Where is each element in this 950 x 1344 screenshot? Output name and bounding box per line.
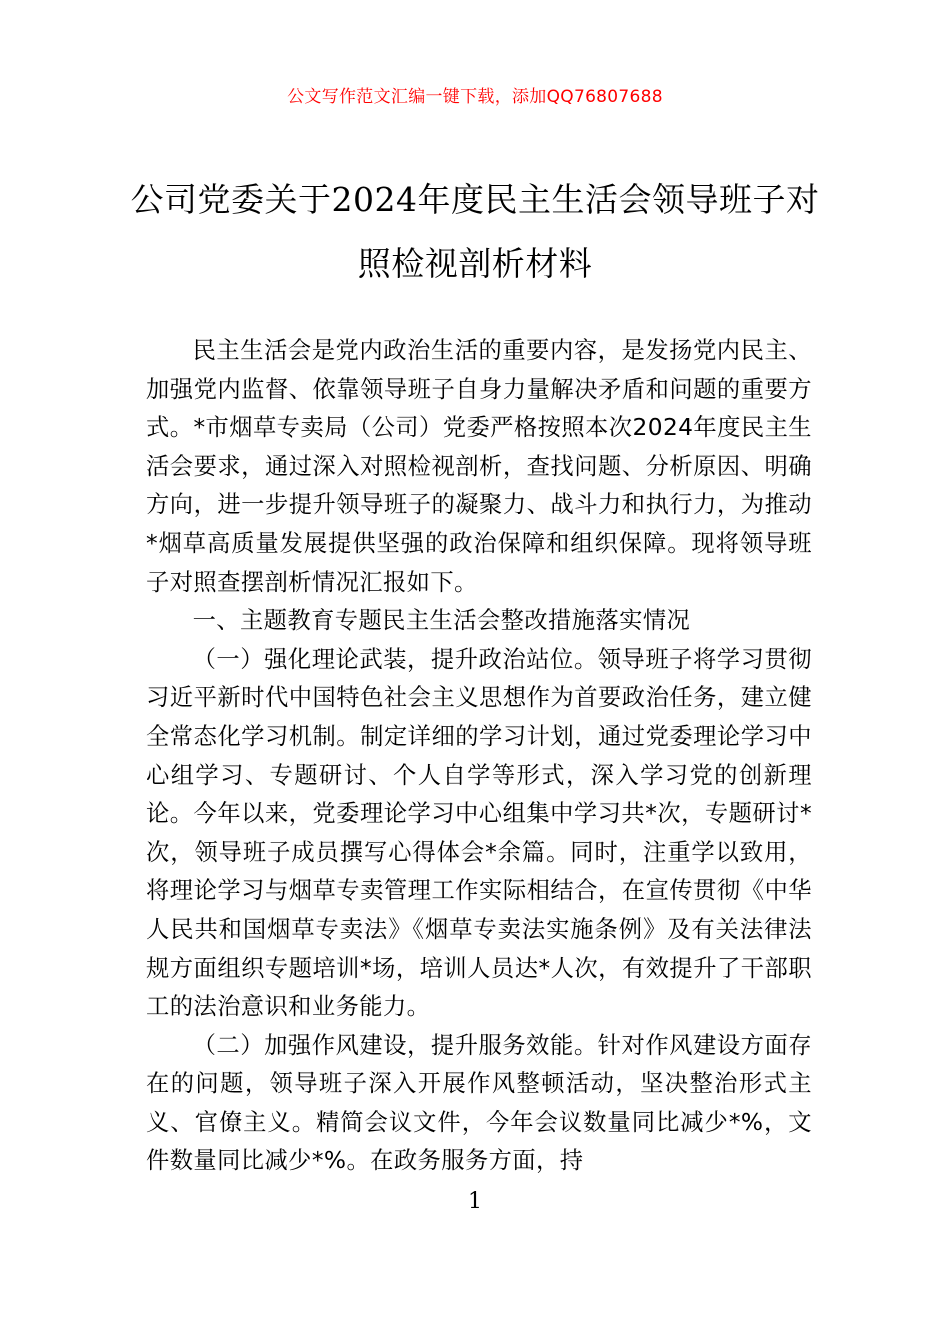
page-number: 1 [468, 1189, 482, 1214]
document-body [146, 332, 812, 1181]
intro-paragraph: 民主生活会是党内政治生活的重要内容，是发扬党内民主、加强党内监督、依靠领导班子自身力量解决矛盾和问题的重要方式。*市烟草专卖局（公司）党委严格按照本次2024年度民主生活会要求，通过深入对照检视剖析，查找问题、分析原因、明确方向，进一步提升领导班子的凝聚力、战斗力和执行力，为推动*烟草高质量发展提供坚强的政治保障和组织保障。现将领导班子对照查摆剖析情况汇报如下。 [146, 337, 812, 596]
subsection-paragraph: （一）强化理论武装，提升政治站位。领导班子将学习贯彻习近平新时代中国特色社会主义思想作为首要政治任务，建立健全常态化学习机制。制定详细的学习计划，通过党委理论学习中心组学习、专题研讨、个人自学等形式，深入学习党的创新理论。今年以来，党委理论学习中心组集中学习共*次，专题研讨*次，领导班子成员撰写心得体会*余篇。同时，注重学以致用，将理论学习与烟草专卖管理工作实际相结合，在宣传贯彻《中华人民共和国烟草专卖法》《烟草专卖法实施条例》及有关法律法规方面组织专题培训*场，培训人员达*人次，有效提升了干部职工的法治意识和业务能力。 [146, 645, 812, 1021]
section-heading: 一、主题教育专题民主生活会整改措施落实情况 [192, 607, 691, 635]
subsection-paragraph: （二）加强作风建设，提升服务效能。针对作风建设方面存在的问题，领导班子深入开展作风整顿活动，坚决整治形式主义、官僚主义。精简会议文件，今年会议数量同比减少*%，文件数量同比减少*%。在政务服务方面，持 [146, 1031, 812, 1175]
document-title: 公司党委关于2024年度民主生活会领导班子对照检视剖析材料 [130, 180, 820, 283]
download-watermark: 公文写作范文汇编一键下载，添加QQ76807688 [287, 87, 663, 107]
